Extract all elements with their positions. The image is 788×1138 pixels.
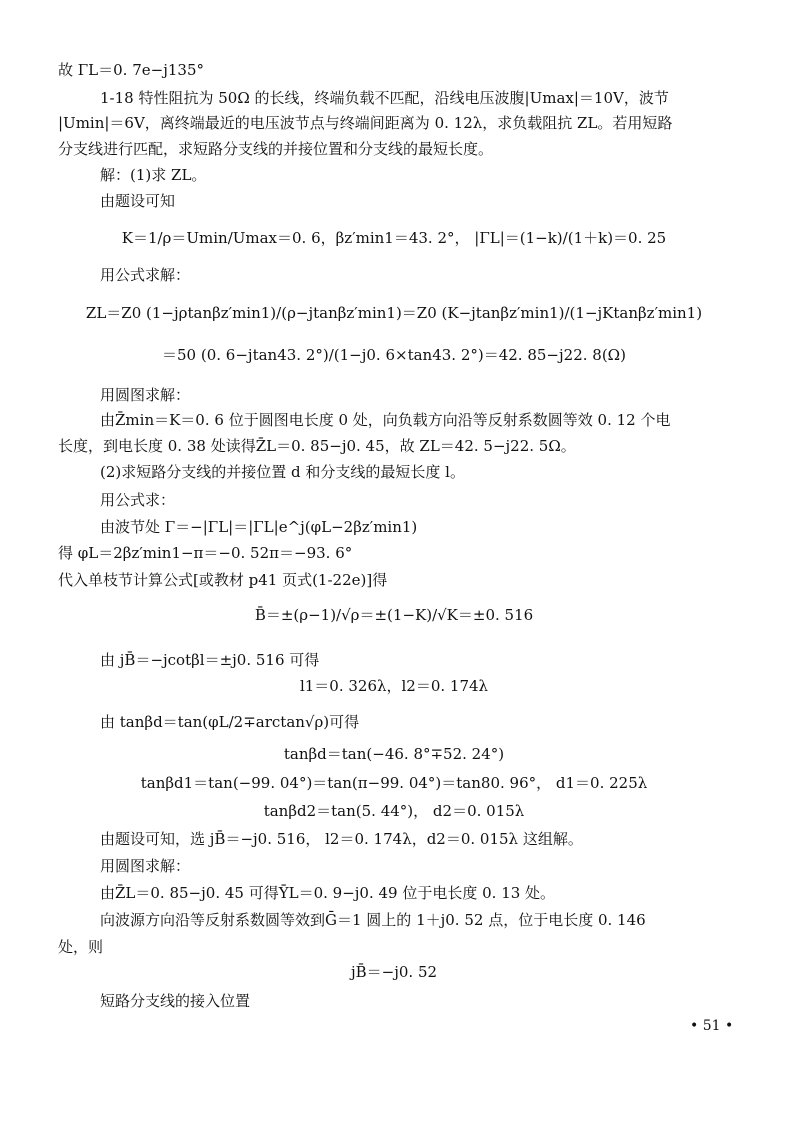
text-line: 用圆图求解：	[100, 857, 191, 875]
text-line: (2)求短路分支线的并接位置 d 和分支线的最短长度 l。	[100, 463, 465, 481]
formula-line: tanβd1＝tan(−99. 04°)＝tan(π−99. 04°)＝tan80. 96°， d1＝0. 225λ	[140, 774, 648, 792]
text-line: 由Z̄min＝K＝0. 6 位于圆图电长度 0 处，向负载方向沿等反射系数圆等效 0. 12 个电	[100, 411, 671, 429]
text-line: 由 jB̄＝−jcotβl＝±j0. 516 可得	[100, 651, 320, 669]
text-line: 处，则	[58, 938, 104, 956]
text-line: 由题设可知，选 jB̄＝−j0. 516， l2＝0. 174λ，d2＝0. 015λ 这组解。	[100, 830, 583, 848]
text-line: 由波节处 Γ＝−|ΓL|＝|ΓL|e^j(φL−2βz′min1)	[100, 518, 418, 536]
text-line: 故 ΓL＝0. 7e−j135°	[58, 61, 204, 79]
text-line: 得 φL＝2βz′min1−π＝−0. 52π＝−93. 6°	[58, 544, 353, 562]
formula-line: tanβd2＝tan(5. 44°)， d2＝0. 015λ	[263, 802, 525, 820]
text-line: 分支线进行匹配，求短路分支线的并接位置和分支线的最短长度。	[58, 140, 494, 158]
formula-line: tanβd＝tan(−46. 8°∓52. 24°)	[283, 745, 505, 763]
text-line: 由题设可知	[100, 192, 176, 210]
text-line: 由 tanβd＝tan(φL/2∓arctan√ρ)可得	[100, 713, 360, 731]
formula-line: ZL＝Z0 (1−jρtanβz′min1)/(ρ−jtanβz′min1)＝Z0 (K−jtanβz′min1)/(1−jKtanβz′min1)	[85, 304, 703, 322]
text-line: 用公式求解：	[100, 266, 191, 284]
text-line: 向波源方向沿等反射系数圆等效到Ḡ＝1 圆上的 1＋j0. 52 点，位于电长度 0. 146	[100, 911, 646, 929]
formula-line: K＝1/ρ＝Umin/Umax＝0. 6，βz′min1＝43. 2°， |ΓL|＝(1−k)/(1＋k)＝0. 25	[121, 229, 667, 247]
text-line: 解：(1)求 ZL。	[100, 166, 207, 184]
text-line: 长度，到电长度 0. 38 处读得Z̄L＝0. 85−j0. 45，故 ZL＝42. 5−j22. 5Ω。	[58, 437, 576, 455]
text-line: |Umin|＝6V，离终端最近的电压波节点与终端间距离为 0. 12λ，求负载阻抗 ZL。若用短路	[58, 114, 673, 132]
page-number: • 51 •	[690, 1018, 734, 1034]
formula-line: B̄＝±(ρ−1)/√ρ＝±(1−K)/√K＝±0. 516	[254, 606, 534, 624]
formula-line: ＝50 (0. 6−jtan43. 2°)/(1−j0. 6×tan43. 2°)＝42. 85−j22. 8(Ω)	[162, 346, 626, 364]
text-line: 由Z̄L＝0. 85−j0. 45 可得ȲL＝0. 9−j0. 49 位于电长度 0. 13 处。	[100, 884, 556, 902]
text-line: 用公式求：	[100, 491, 176, 509]
text-line: 短路分支线的接入位置	[100, 992, 251, 1010]
formula-line: l1＝0. 326λ，l2＝0. 174λ	[299, 677, 489, 695]
text-line: 用圆图求解：	[100, 386, 191, 404]
formula-line: jB̄＝−j0. 52	[350, 963, 438, 981]
text-line: 1-18 特性阻抗为 50Ω 的长线，终端负载不匹配，沿线电压波腹|Umax|＝10V，波节	[100, 89, 669, 107]
text-line: 代入单枝节计算公式[或教材 p41 页式(1-22e)]得	[58, 571, 388, 589]
